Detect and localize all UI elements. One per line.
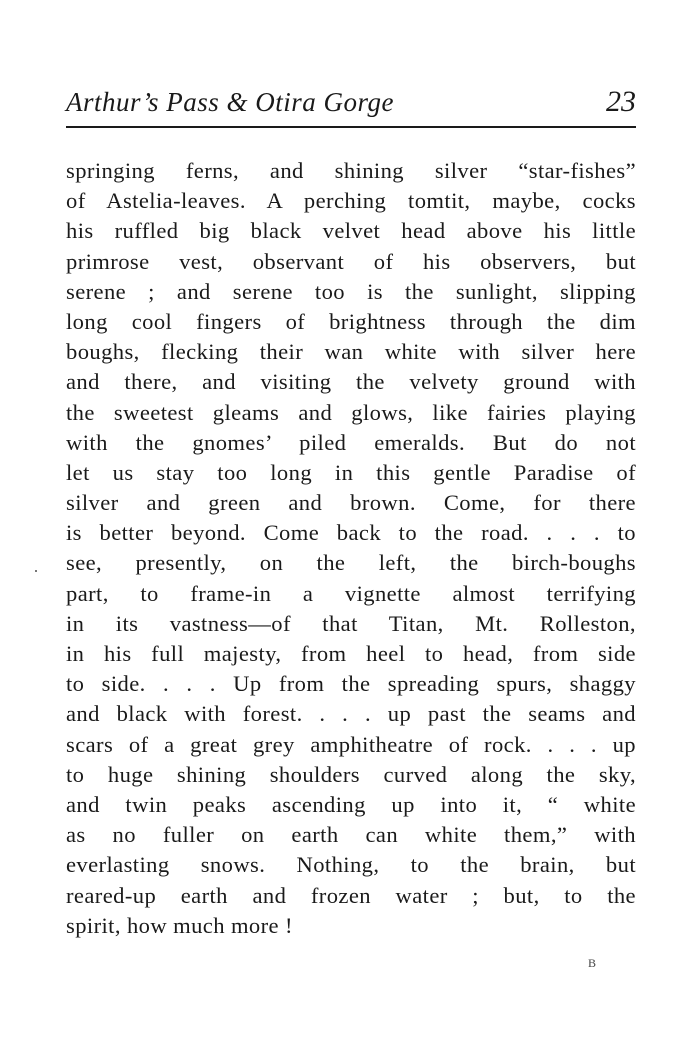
text-line: and twin peaks ascending up into it, “ white (66, 791, 636, 817)
margin-speck (35, 570, 37, 572)
text-line: to side. . . . Up from the spreading spurs, shaggy (66, 671, 636, 697)
text-line: scars of a great grey amphitheatre of rock. . . . up (66, 731, 636, 757)
text-line: part, to frame-in a vignette almost terrifying (66, 580, 636, 606)
text-line: long cool fingers of brightness through the dim (66, 308, 636, 334)
text-line: to huge shining shoulders curved along the sky, (66, 761, 636, 787)
text-line: as no fuller on earth can white them,” with (66, 822, 636, 848)
page-number: 23 (606, 85, 636, 118)
running-head (66, 82, 636, 122)
text-line: see, presently, on the left, the birch-boughs (66, 550, 636, 576)
text-line: his ruffled big black velvet head above his little (66, 218, 636, 244)
text-line: serene ; and serene too is the sunlight, slipping (66, 278, 636, 304)
text-line: boughs, flecking their wan white with silver here (66, 339, 636, 365)
text-line: in its vastness—of that Titan, Mt. Rolleston, (66, 610, 636, 636)
text-line: silver and green and brown. Come, for there (66, 490, 636, 516)
text-line: let us stay too long in this gentle Paradise of (66, 459, 636, 485)
text-line: the sweetest gleams and glows, like fairies playing (66, 399, 636, 425)
text-line: everlasting snows. Nothing, to the brain, but (66, 852, 636, 878)
text-line: spirit, how much more ! (66, 912, 293, 938)
text-line: primrose vest, observant of his observers, but (66, 248, 636, 274)
text-line: reared-up earth and frozen water ; but, to the (66, 882, 636, 908)
text-line: in his full majesty, from heel to head, from side (66, 641, 636, 666)
text-line: is better beyond. Come back to the road. . . . to (66, 520, 636, 546)
body-text (66, 156, 636, 941)
text-line: and there, and visiting the velvety ground with (66, 369, 636, 395)
text-line: springing ferns, and shining silver “star-fishes” (66, 158, 636, 183)
header-rule (66, 126, 636, 128)
signature-mark: B (588, 956, 597, 970)
text-line: of Astelia-leaves. A perching tomtit, maybe, cocks (66, 188, 636, 214)
text-line: and black with forest. . . . up past the seams and (66, 701, 636, 727)
running-title: Arthur’s Pass & Otira Gorge (66, 87, 395, 117)
text-line: with the gnomes’ piled emeralds. But do not (66, 429, 636, 455)
